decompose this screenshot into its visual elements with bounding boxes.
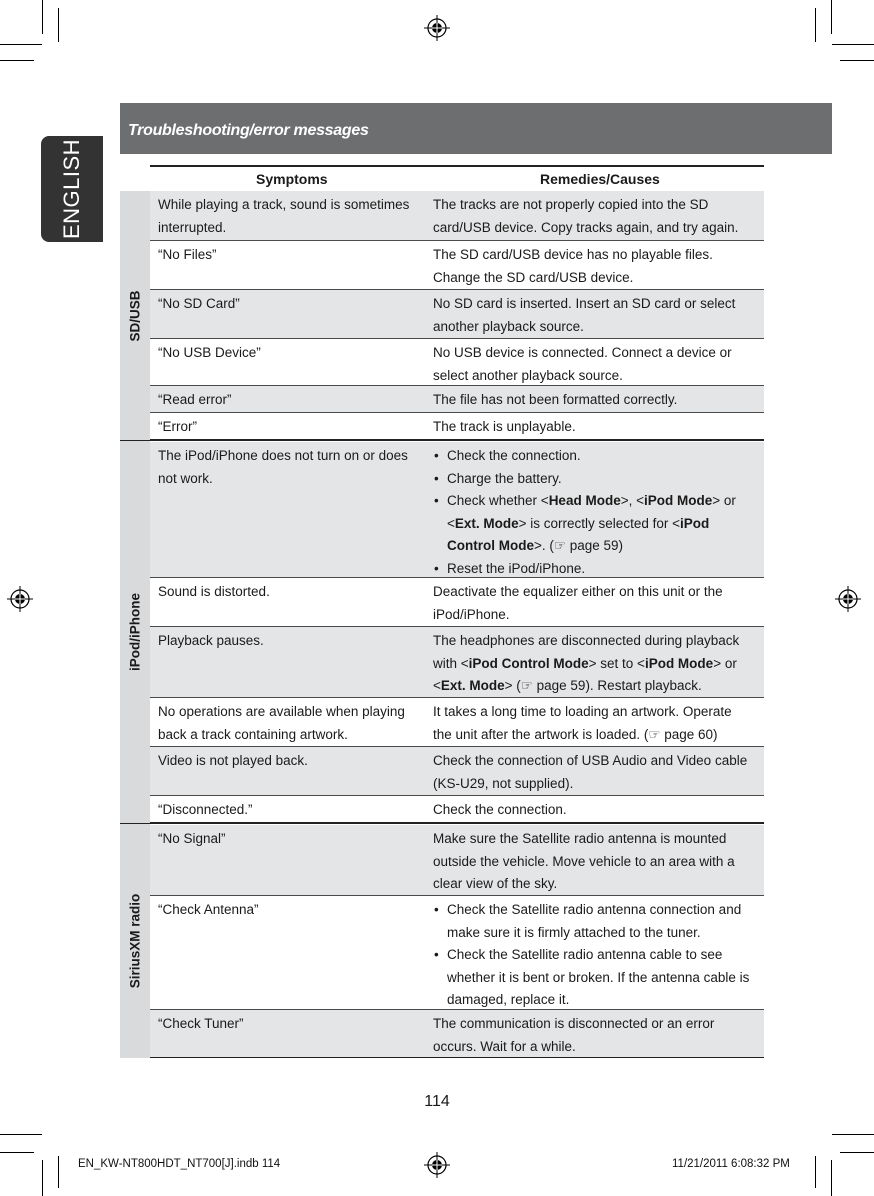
symptom-cell: “Check Antenna” [158, 902, 259, 917]
table-row [150, 442, 764, 578]
footer-timestamp: 11/21/2011 6:08:32 PM [672, 1158, 790, 1170]
symptom-cell: “Read error” [158, 392, 232, 407]
bullet-item: • Reset the iPod/iPhone. [433, 558, 751, 581]
table-row [150, 1010, 764, 1058]
remedy-cell: Check the connection. [433, 802, 567, 817]
page-number: 114 [424, 1093, 450, 1110]
crop-mark [0, 1134, 42, 1135]
symptom-cell: The iPod/iPhone does not turn on or does not work. [158, 448, 408, 486]
table-row [150, 339, 764, 386]
symptom-cell: “Disconnected.” [158, 802, 253, 817]
symptom-cell: “No Files” [158, 247, 217, 262]
group-label-siriusxm [120, 824, 150, 1058]
symptom-cell: “No Signal” [158, 831, 226, 846]
remedy-cell: Check the connection of USB Audio and Video cable (KS-U29, not supplied). [433, 753, 748, 791]
section-banner [120, 103, 832, 154]
remedy-cell: The track is unplayable. [433, 419, 576, 434]
symptom-cell: Playback pauses. [158, 633, 264, 648]
remedy-cell: No USB device is connected. Connect a device or select another playback source. [433, 345, 732, 383]
registration-mark-icon [424, 1152, 450, 1178]
table-row [150, 413, 764, 440]
bullet-item: • Check the connection. [433, 445, 751, 468]
remedy-cell: No SD card is inserted. Insert an SD card or select another playback source. [433, 296, 736, 334]
crop-mark [58, 1156, 59, 1188]
bullet-item: • Check the Satellite radio antenna cable to see whether it is bent or broken. If the antenna cable is damaged, replace it. [433, 944, 751, 1012]
group-label-ipod [120, 441, 150, 823]
crop-mark [42, 1160, 43, 1196]
remedy-cell [433, 899, 751, 1012]
table-row [150, 698, 764, 747]
table-row [150, 825, 764, 896]
crop-mark [58, 8, 59, 42]
symptom-cell: While playing a track, sound is sometimes interrupted. [158, 197, 410, 235]
symptoms-header: Symptoms [256, 171, 328, 187]
table-row [150, 241, 764, 290]
group-divider [120, 823, 764, 824]
bullet-item: • Check the Satellite radio antenna connection and make sure it is firmly attached to the tuner. [433, 899, 751, 944]
crop-mark [0, 60, 34, 61]
crop-mark [832, 44, 874, 45]
crop-mark [0, 1152, 34, 1153]
remedy-cell: Make sure the Satellite radio antenna is mounted outside the vehicle. Move vehicle to an area with a clear view of the sky. [433, 831, 735, 891]
group-label-text: iPod/iPhone [127, 592, 143, 672]
table-row [150, 191, 764, 241]
remedy-cell: Deactivate the equalizer either on this unit or the iPod/iPhone. [433, 584, 723, 622]
bullet-item: • Charge the battery. [433, 468, 751, 491]
table-row [150, 386, 764, 413]
table-row [150, 627, 764, 698]
remedy-cell: The headphones are disconnected during playback with <iPod Control Mode> set to <iPod Mode> or <Ext. Mode> (☞ page 59). Restart playback. [433, 633, 740, 693]
remedy-cell: The file has not been formatted correctly. [433, 392, 678, 407]
bullet-item: • Check whether <Head Mode>, <iPod Mode> or <Ext. Mode> is correctly selected for <iPod Control Mode>. (☞ page 59) [433, 490, 751, 558]
crop-mark [840, 60, 874, 61]
section-title: Troubleshooting/error messages [128, 122, 369, 139]
language-tab [41, 136, 103, 242]
crop-mark [840, 1152, 874, 1153]
remedy-cell [433, 445, 751, 580]
table-row [150, 747, 764, 796]
symptom-cell: “Check Tuner” [158, 1016, 244, 1031]
symptom-cell: “No SD Card” [158, 296, 240, 311]
language-tab-label: ENGLISH [59, 138, 84, 240]
symptom-cell: Sound is distorted. [158, 584, 270, 599]
crop-mark [815, 8, 816, 42]
symptom-cell: “Error” [158, 419, 197, 434]
symptom-cell: No operations are available when playing back a track containing artwork. [158, 704, 405, 742]
crop-mark [831, 0, 832, 34]
crop-mark [42, 0, 43, 34]
group-divider [120, 440, 764, 441]
footer-file: EN_KW-NT800HDT_NT700[J].indb 114 [78, 1158, 281, 1170]
table-row [150, 578, 764, 627]
registration-mark-icon [424, 15, 450, 41]
table-row [150, 290, 764, 339]
crop-mark [815, 1156, 816, 1188]
remedy-cell: It takes a long time to loading an artwork. Operate the unit after the artwork is loaded. (☞ page 60) [433, 704, 732, 742]
remedy-cell: The tracks are not properly copied into the SD card/USB device. Copy tracks again, and try again. [433, 197, 739, 235]
table-row [150, 796, 764, 823]
crop-mark [831, 1160, 832, 1196]
table-header [150, 165, 764, 194]
table-row [150, 896, 764, 1010]
remedy-cell: The SD card/USB device has no playable files. Change the SD card/USB device. [433, 247, 713, 285]
registration-mark-icon [7, 586, 33, 612]
symptom-cell: “No USB Device” [158, 345, 261, 360]
group-label-text: SiriusXM radio [127, 893, 143, 989]
crop-mark [0, 44, 42, 45]
group-label-text: SD/USB [127, 290, 143, 342]
symptom-cell: Video is not played back. [158, 753, 308, 768]
remedy-cell: The communication is disconnected or an error occurs. Wait for a while. [433, 1016, 715, 1054]
registration-mark-icon [835, 586, 861, 612]
crop-mark [832, 1134, 874, 1135]
remedies-header: Remedies/Causes [540, 171, 660, 187]
group-label-sd-usb [120, 191, 150, 441]
